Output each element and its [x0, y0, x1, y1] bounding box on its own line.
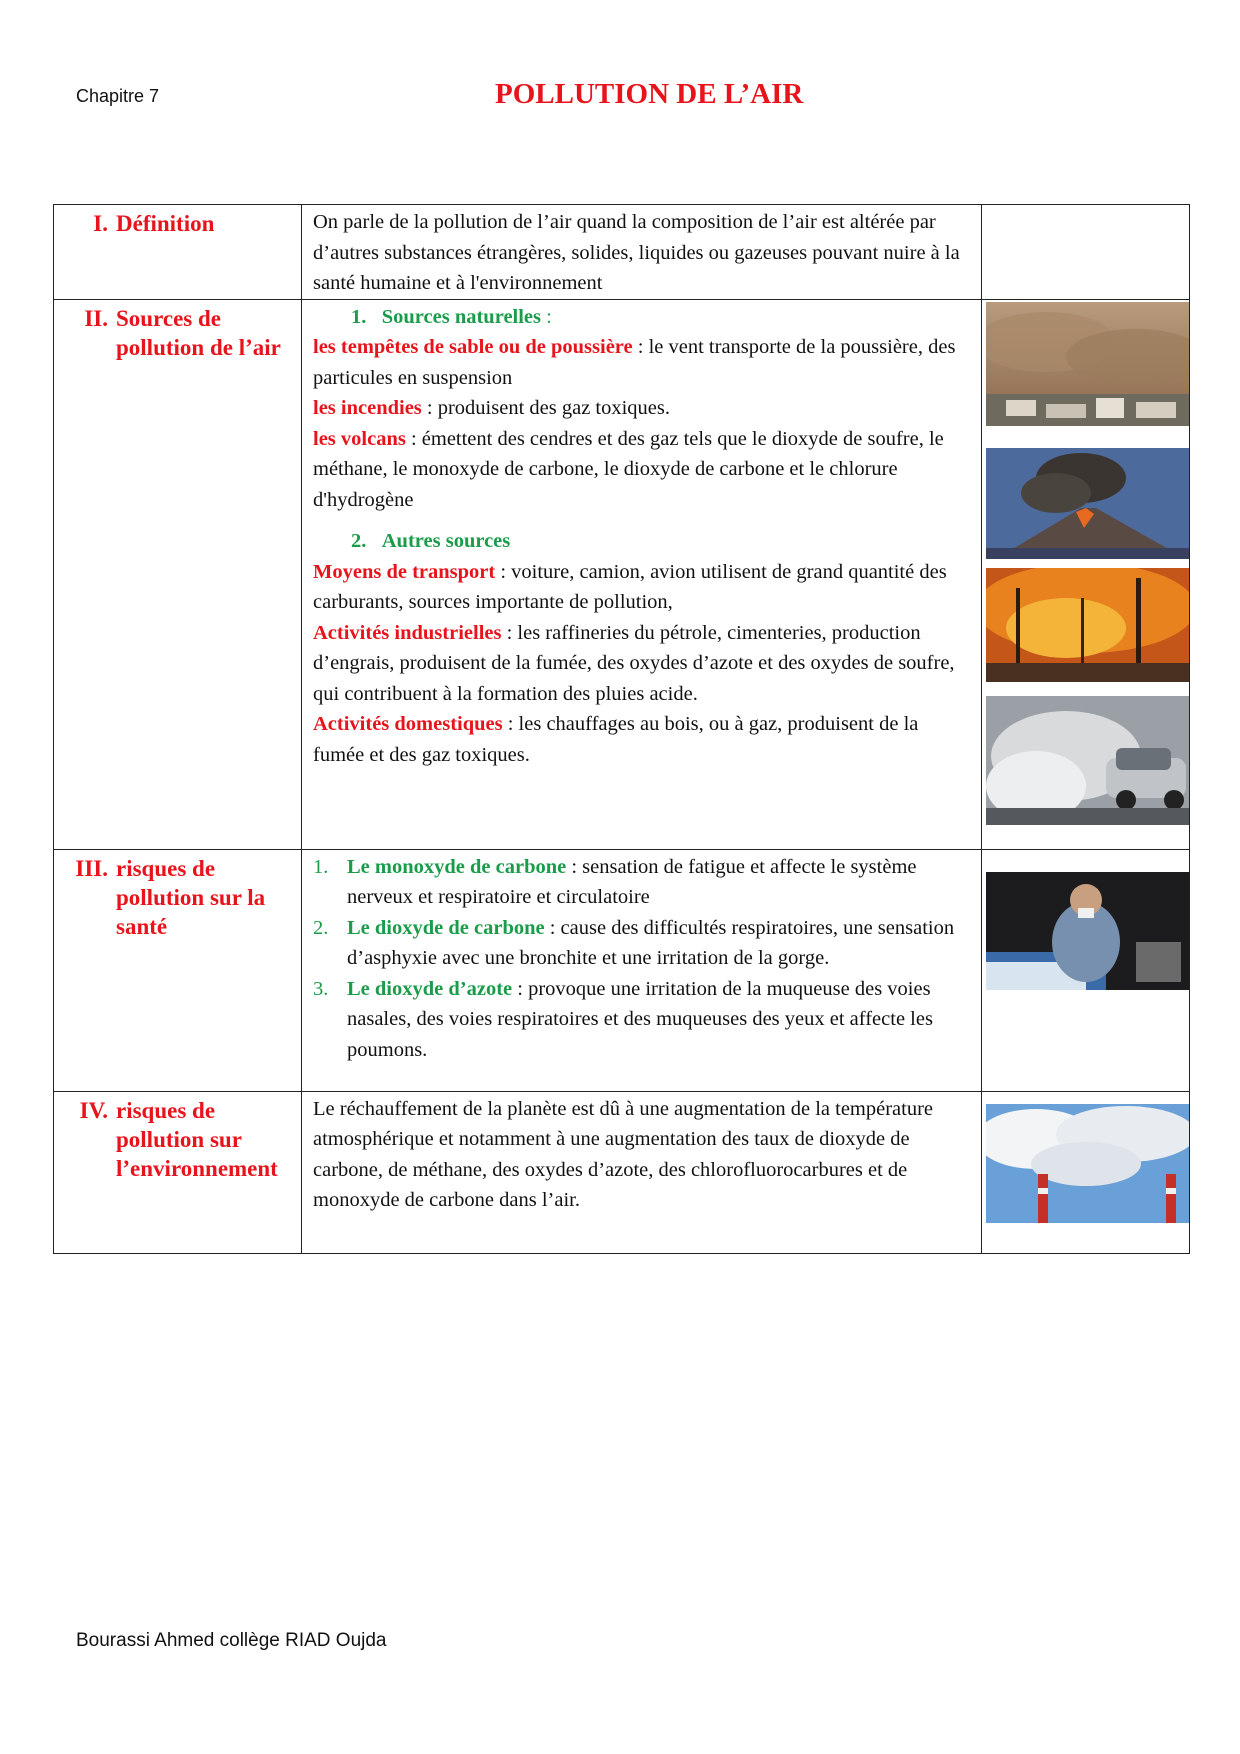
list-item: les incendies : produisent des gaz toxiques.	[313, 397, 671, 419]
section-number: II.	[84, 305, 108, 331]
list-item: les tempêtes de sable ou de poussière : le vent transporte de la poussière, des particules en suspension	[313, 336, 956, 389]
car-exhaust-photo	[986, 696, 1189, 825]
section-number: I.	[93, 211, 108, 236]
row-definition	[54, 205, 1190, 300]
page-title: POLLUTION DE L’AIR	[495, 78, 804, 110]
section-body-cell	[302, 205, 982, 300]
section-heading-cell	[54, 299, 302, 849]
forest-fire-photo	[986, 568, 1189, 682]
image-cell	[982, 205, 1190, 300]
row-health-risks	[54, 849, 1190, 1091]
environment-text: Le réchauffement de la planète est dû à une augmentation de la température atmosphérique et notamment à une augmentation des taux de dioxyde de carbone, de méthane, des oxydes d’azote, des chlorofluorocarbures et de monoxyde de carbone dans l’air.	[313, 1097, 934, 1211]
section-label: risques de pollution sur la santé	[116, 855, 266, 939]
image-cell	[982, 1091, 1190, 1253]
section-body-cell	[302, 1091, 982, 1253]
definition-text: On parle de la pollution de l’air quand la composition de l’air est altérée par d’autres substances étrangères, solides, liquides ou gazeuses pouvant nuire à la santé humaine et à l'environnement	[313, 211, 960, 294]
section-body-cell	[302, 299, 982, 849]
image-cell	[982, 849, 1190, 1091]
subheading-other-sources: 2. Autres sources	[351, 530, 511, 552]
footer-author: Bourassi Ahmed collège RIAD Oujda	[76, 1630, 387, 1651]
row-environment-risks	[54, 1091, 1190, 1253]
list-item: Activités industrielles : les raffineries du pétrole, cimenteries, production d’engrais, produisent de la fumée, des oxydes d’azote et des oxydes de soufre, qui contribuent à la formation des pluies acide.	[313, 621, 955, 705]
section-label: risques de pollution sur l’environnement	[116, 1097, 278, 1181]
section-heading-cell	[54, 1091, 302, 1253]
sand-storm-photo	[986, 302, 1189, 426]
content-table	[53, 204, 1190, 1254]
list-item: 2. Le dioxyde de carbone : cause des difficultés respiratoires, une sensation d’asphyxie avec une bronchite et une irritation de la gorge.	[313, 916, 955, 969]
volcano-photo	[986, 448, 1189, 559]
section-body-cell	[302, 849, 982, 1091]
section-label: Sources de pollution de l’air	[116, 305, 281, 360]
section-number: III.	[75, 855, 108, 881]
image-cell	[982, 299, 1190, 849]
section-label: Définition	[116, 211, 215, 236]
section-number: IV.	[79, 1097, 108, 1123]
list-item: 3. Le dioxyde d’azote : provoque une irritation de la muqueuse des voies nasales, des voies respiratoires et des muqueuses des yeux et affecte les poumons.	[313, 977, 933, 1061]
row-sources	[54, 299, 1190, 849]
list-item: les volcans : émettent des cendres et des gaz tels que le dioxyde de soufre, le méthane, le monoxyde de carbone, le dioxyde de carbone et le chlorure d'hydrogène	[313, 427, 944, 511]
section-heading-cell	[54, 849, 302, 1091]
list-item: Activités domestiques : les chauffages au bois, ou à gaz, produisent de la fumée et des gaz toxiques.	[313, 713, 919, 766]
factory-chimneys-smoke-photo	[986, 1104, 1189, 1223]
chapter-label: Chapitre 7	[76, 86, 160, 106]
section-heading-cell	[54, 205, 302, 300]
subheading-natural-sources: 1. Sources naturelles :	[351, 305, 552, 328]
patient-oxygen-mask-photo	[986, 872, 1189, 990]
list-item: Moyens de transport : voiture, camion, avion utilisent de grand quantité des carburants, sources importante de pollution,	[313, 560, 947, 613]
list-item: 1. Le monoxyde de carbone : sensation de fatigue et affecte le système nerveux et respiratoire et circulatoire	[313, 855, 917, 908]
